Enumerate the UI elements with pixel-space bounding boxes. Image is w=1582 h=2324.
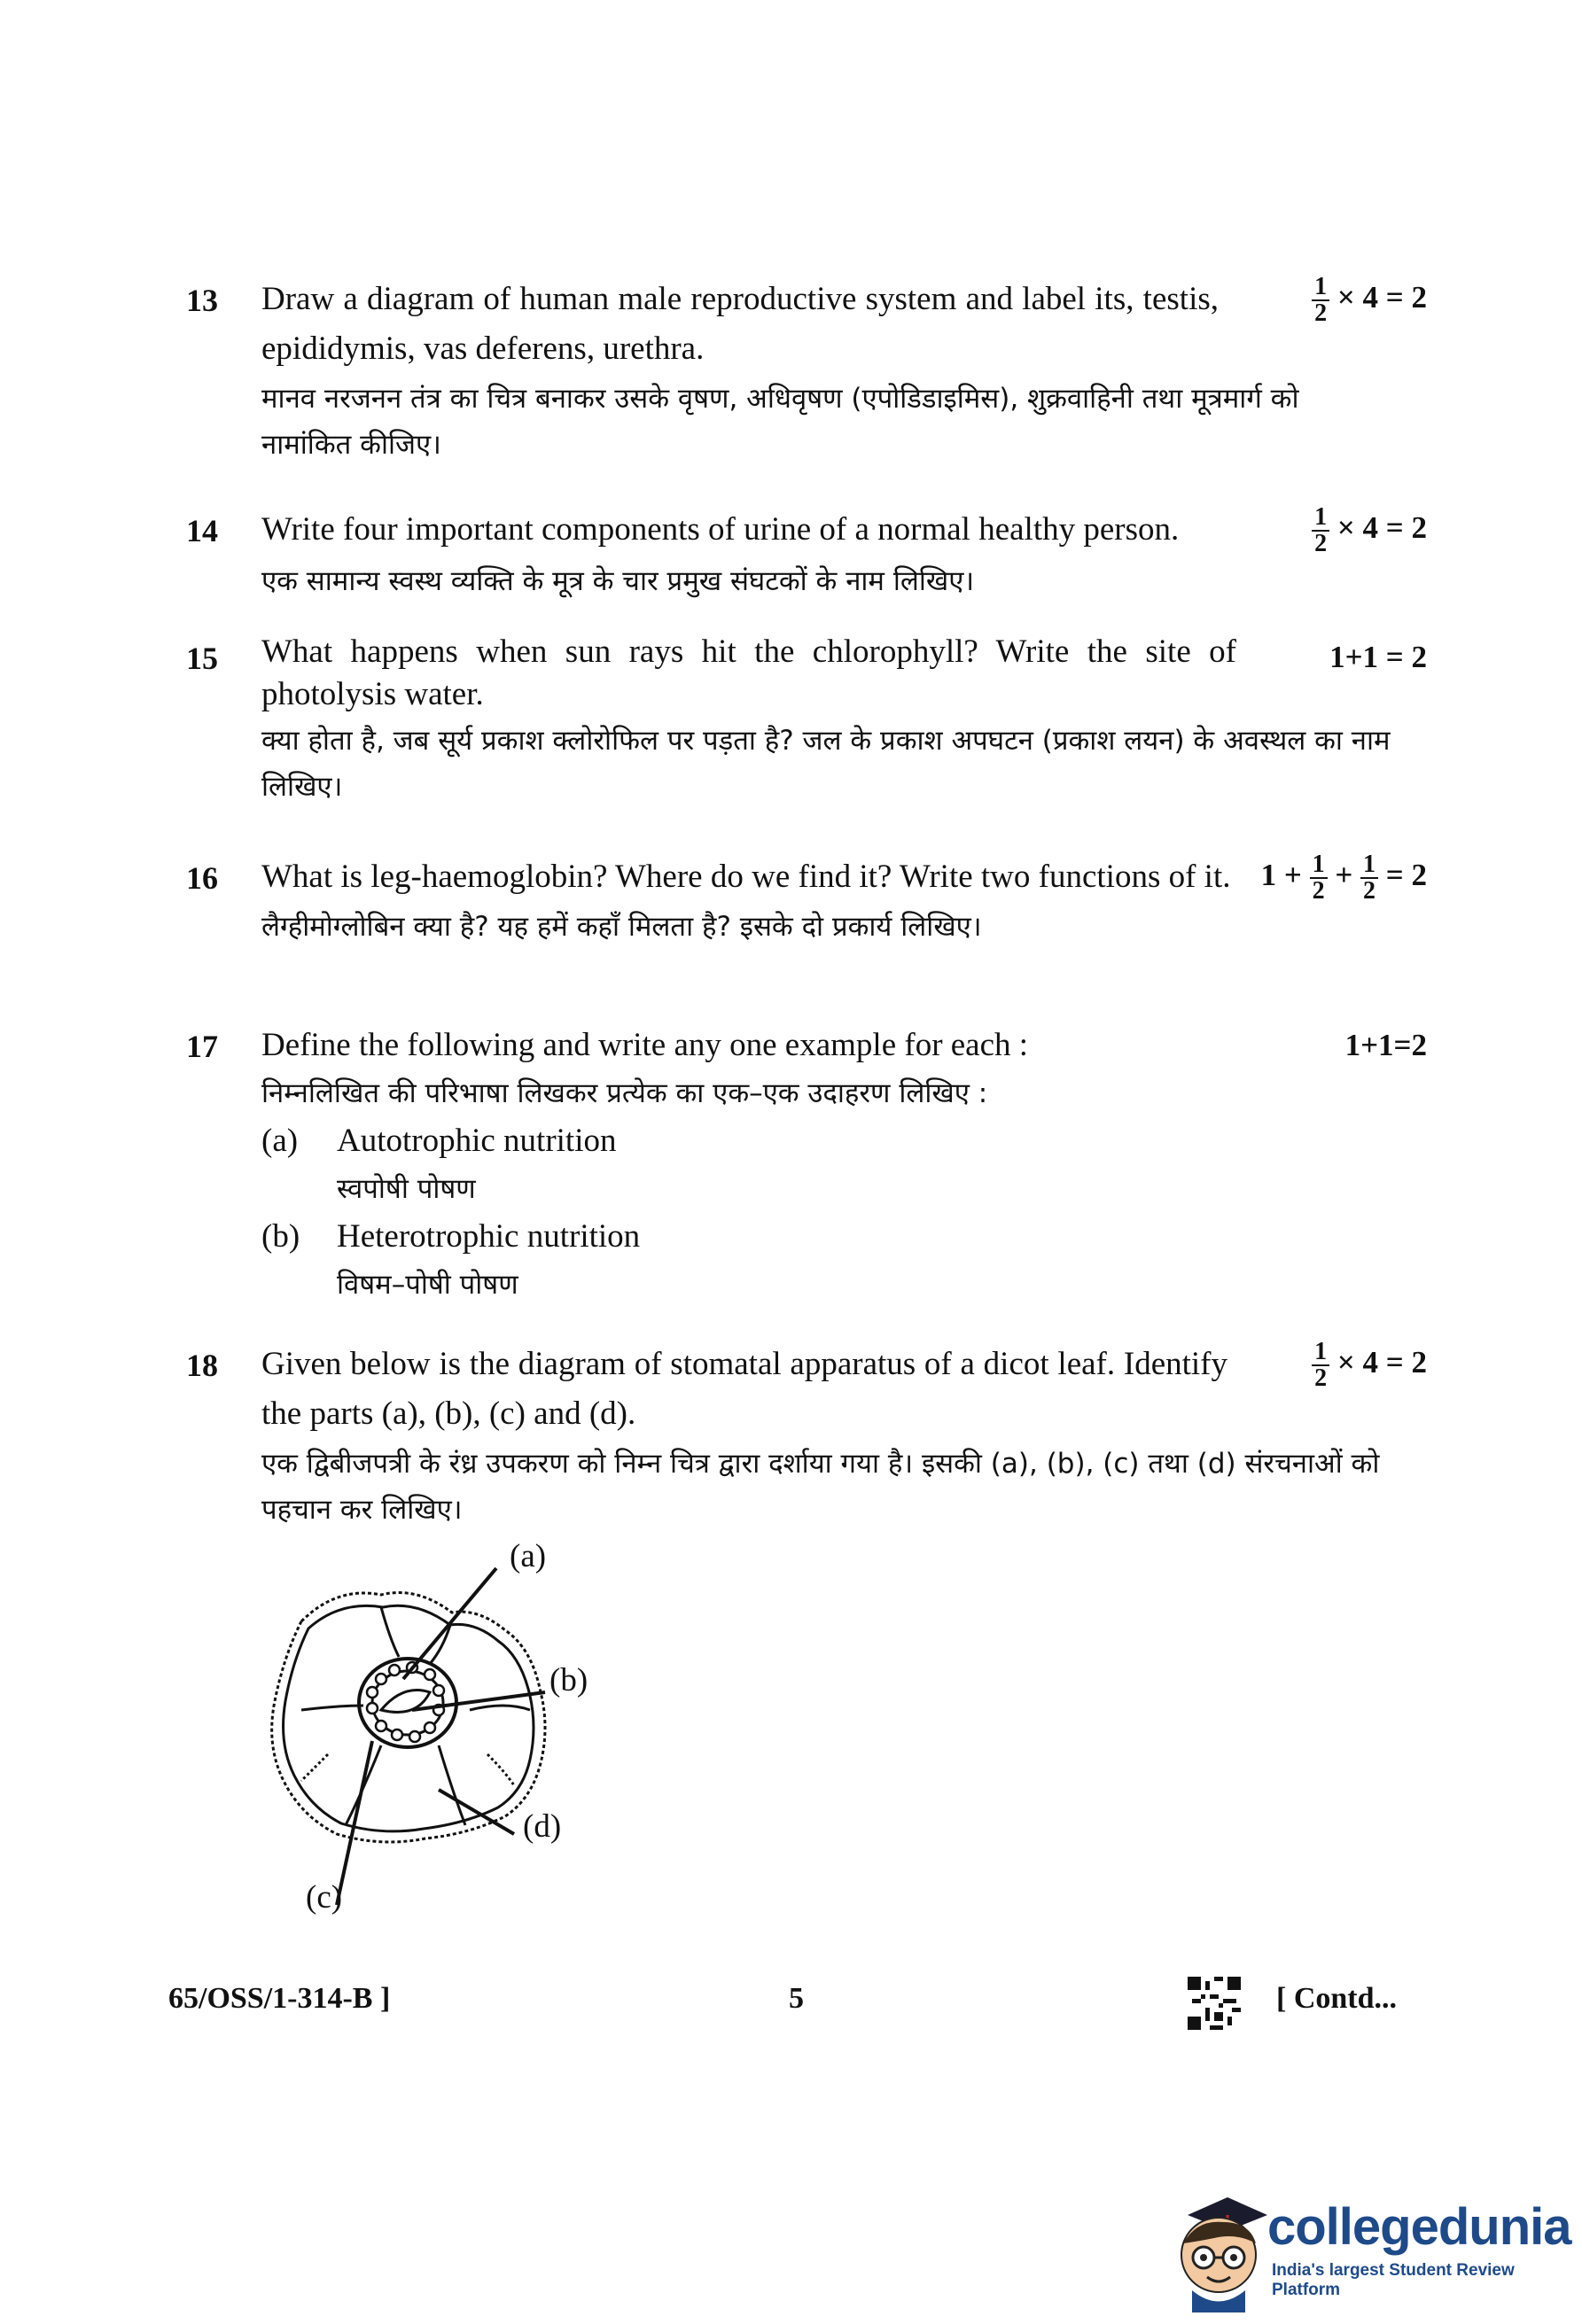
marks: 1 + $\frac{1}{2}$ + $\frac{1}{2}$ = 2 (1260, 851, 1427, 905)
marks: 1+1=2 (1344, 1028, 1427, 1062)
question-16 (186, 852, 1427, 1003)
brand-name: collegedunia (1267, 2198, 1571, 2256)
option-label: (a) (261, 1123, 299, 1159)
question-text-en: What is leg-haemoglobin? Where do we find it? Write two functions of it. (261, 859, 1231, 895)
page-number: 5 (789, 1982, 804, 2015)
diagram-label-d: (d) (523, 1808, 562, 1845)
option-text-hi: विषम–पोषी पोषण (337, 1269, 518, 1301)
question-13 (186, 275, 1427, 461)
question-text-en: Draw a diagram of human male reproductive system and label its, testis, epididymis, vas deferens, urethra. (261, 281, 1219, 367)
marks: $\frac{1}{2}$ × 4 = 2 (1312, 1340, 1427, 1391)
paper-code: 65/OSS/1-314-B ] (168, 1982, 391, 2015)
continued-note: [ Contd... (1276, 1982, 1398, 2015)
question-15 (186, 631, 1427, 808)
qr-code-icon (1188, 1977, 1241, 2030)
marks: 1+1 = 2 (1329, 640, 1427, 674)
question-text-en: Given below is the diagram of stomatal apparatus of a dicot leaf. Identify the parts (a), (b), (c) and (d). (261, 1346, 1227, 1432)
question-number: 15 (186, 641, 218, 676)
student-mascot-icon (1161, 2180, 1276, 2312)
option-text-en: Autotrophic nutrition (337, 1123, 617, 1159)
question-text-en: What happens when sun rays hit the chlorophyll? Write the site of photolysis water. (261, 633, 1236, 712)
question-text-hi: एक द्विबीजपत्री के रंध्र उपकरण को निम्न चित्र द्वारा दर्शाया गया है। इसकी (a), (b), (c) तथा (d) संरचनाओं को पहचान कर लिखिए। (261, 1448, 1380, 1526)
question-number: 16 (186, 860, 218, 896)
question-number: 18 (186, 1348, 218, 1383)
collegedunia-logo (1161, 2162, 1578, 2312)
diagram-label-a: (a) (510, 1538, 547, 1574)
question-text-hi: मानव नरजनन तंत्र का चित्र बनाकर उसके वृषण, अधिवृषण (एपोडिडाइमिस), शुक्रवाहिनी तथा मूत्रमार्ग को नामांकित कीजिए। (261, 383, 1299, 461)
question-number: 13 (186, 283, 218, 318)
marks: $\frac{1}{2}$ × 4 = 2 (1312, 275, 1427, 326)
question-number: 17 (186, 1029, 218, 1064)
question-text-en: Write four important components of urine of a normal healthy person. (261, 511, 1180, 548)
question-text-hi: निम्नलिखित की परिभाषा लिखकर प्रत्येक का एक–एक उदाहरण लिखिए : (261, 1077, 988, 1109)
question-text-hi: क्या होता है, जब सूर्य प्रकाश क्लोरोफिल पर पड़ता है? जल के प्रकाश अपघटन (प्रकाश लयन) के अवस्थल का नाम लिखिए। (261, 725, 1391, 803)
option-label: (b) (261, 1218, 300, 1255)
option-a (261, 1116, 1263, 1166)
option-text-hi: स्वपोषी पोषण (337, 1173, 476, 1205)
diagram-label-c: (c) (306, 1879, 343, 1916)
question-text-hi: लैग्हीमोग्लोबिन क्या है? यह हमें कहाँ मिलता है? इसके दो प्रकार्य लिखिए। (261, 911, 982, 943)
diagram-label-b: (b) (549, 1662, 588, 1698)
brand-tagline: India's largest Student Review Platform (1272, 2261, 1515, 2299)
option-text-en: Heterotrophic nutrition (337, 1218, 641, 1255)
option-b (261, 1212, 1263, 1262)
question-17 (186, 1021, 1427, 1304)
question-14 (186, 505, 1427, 611)
stomatal-apparatus-diagram (248, 1533, 638, 1923)
question-text-en: Define the following and write any one example for each : (261, 1027, 1029, 1063)
question-text-hi: एक सामान्य स्वस्थ व्यक्ति के मूत्र के चार प्रमुख संघटकों के नाम लिखिए। (261, 565, 975, 597)
question-number: 14 (186, 513, 218, 548)
marks: $\frac{1}{2}$ × 4 = 2 (1312, 505, 1427, 556)
